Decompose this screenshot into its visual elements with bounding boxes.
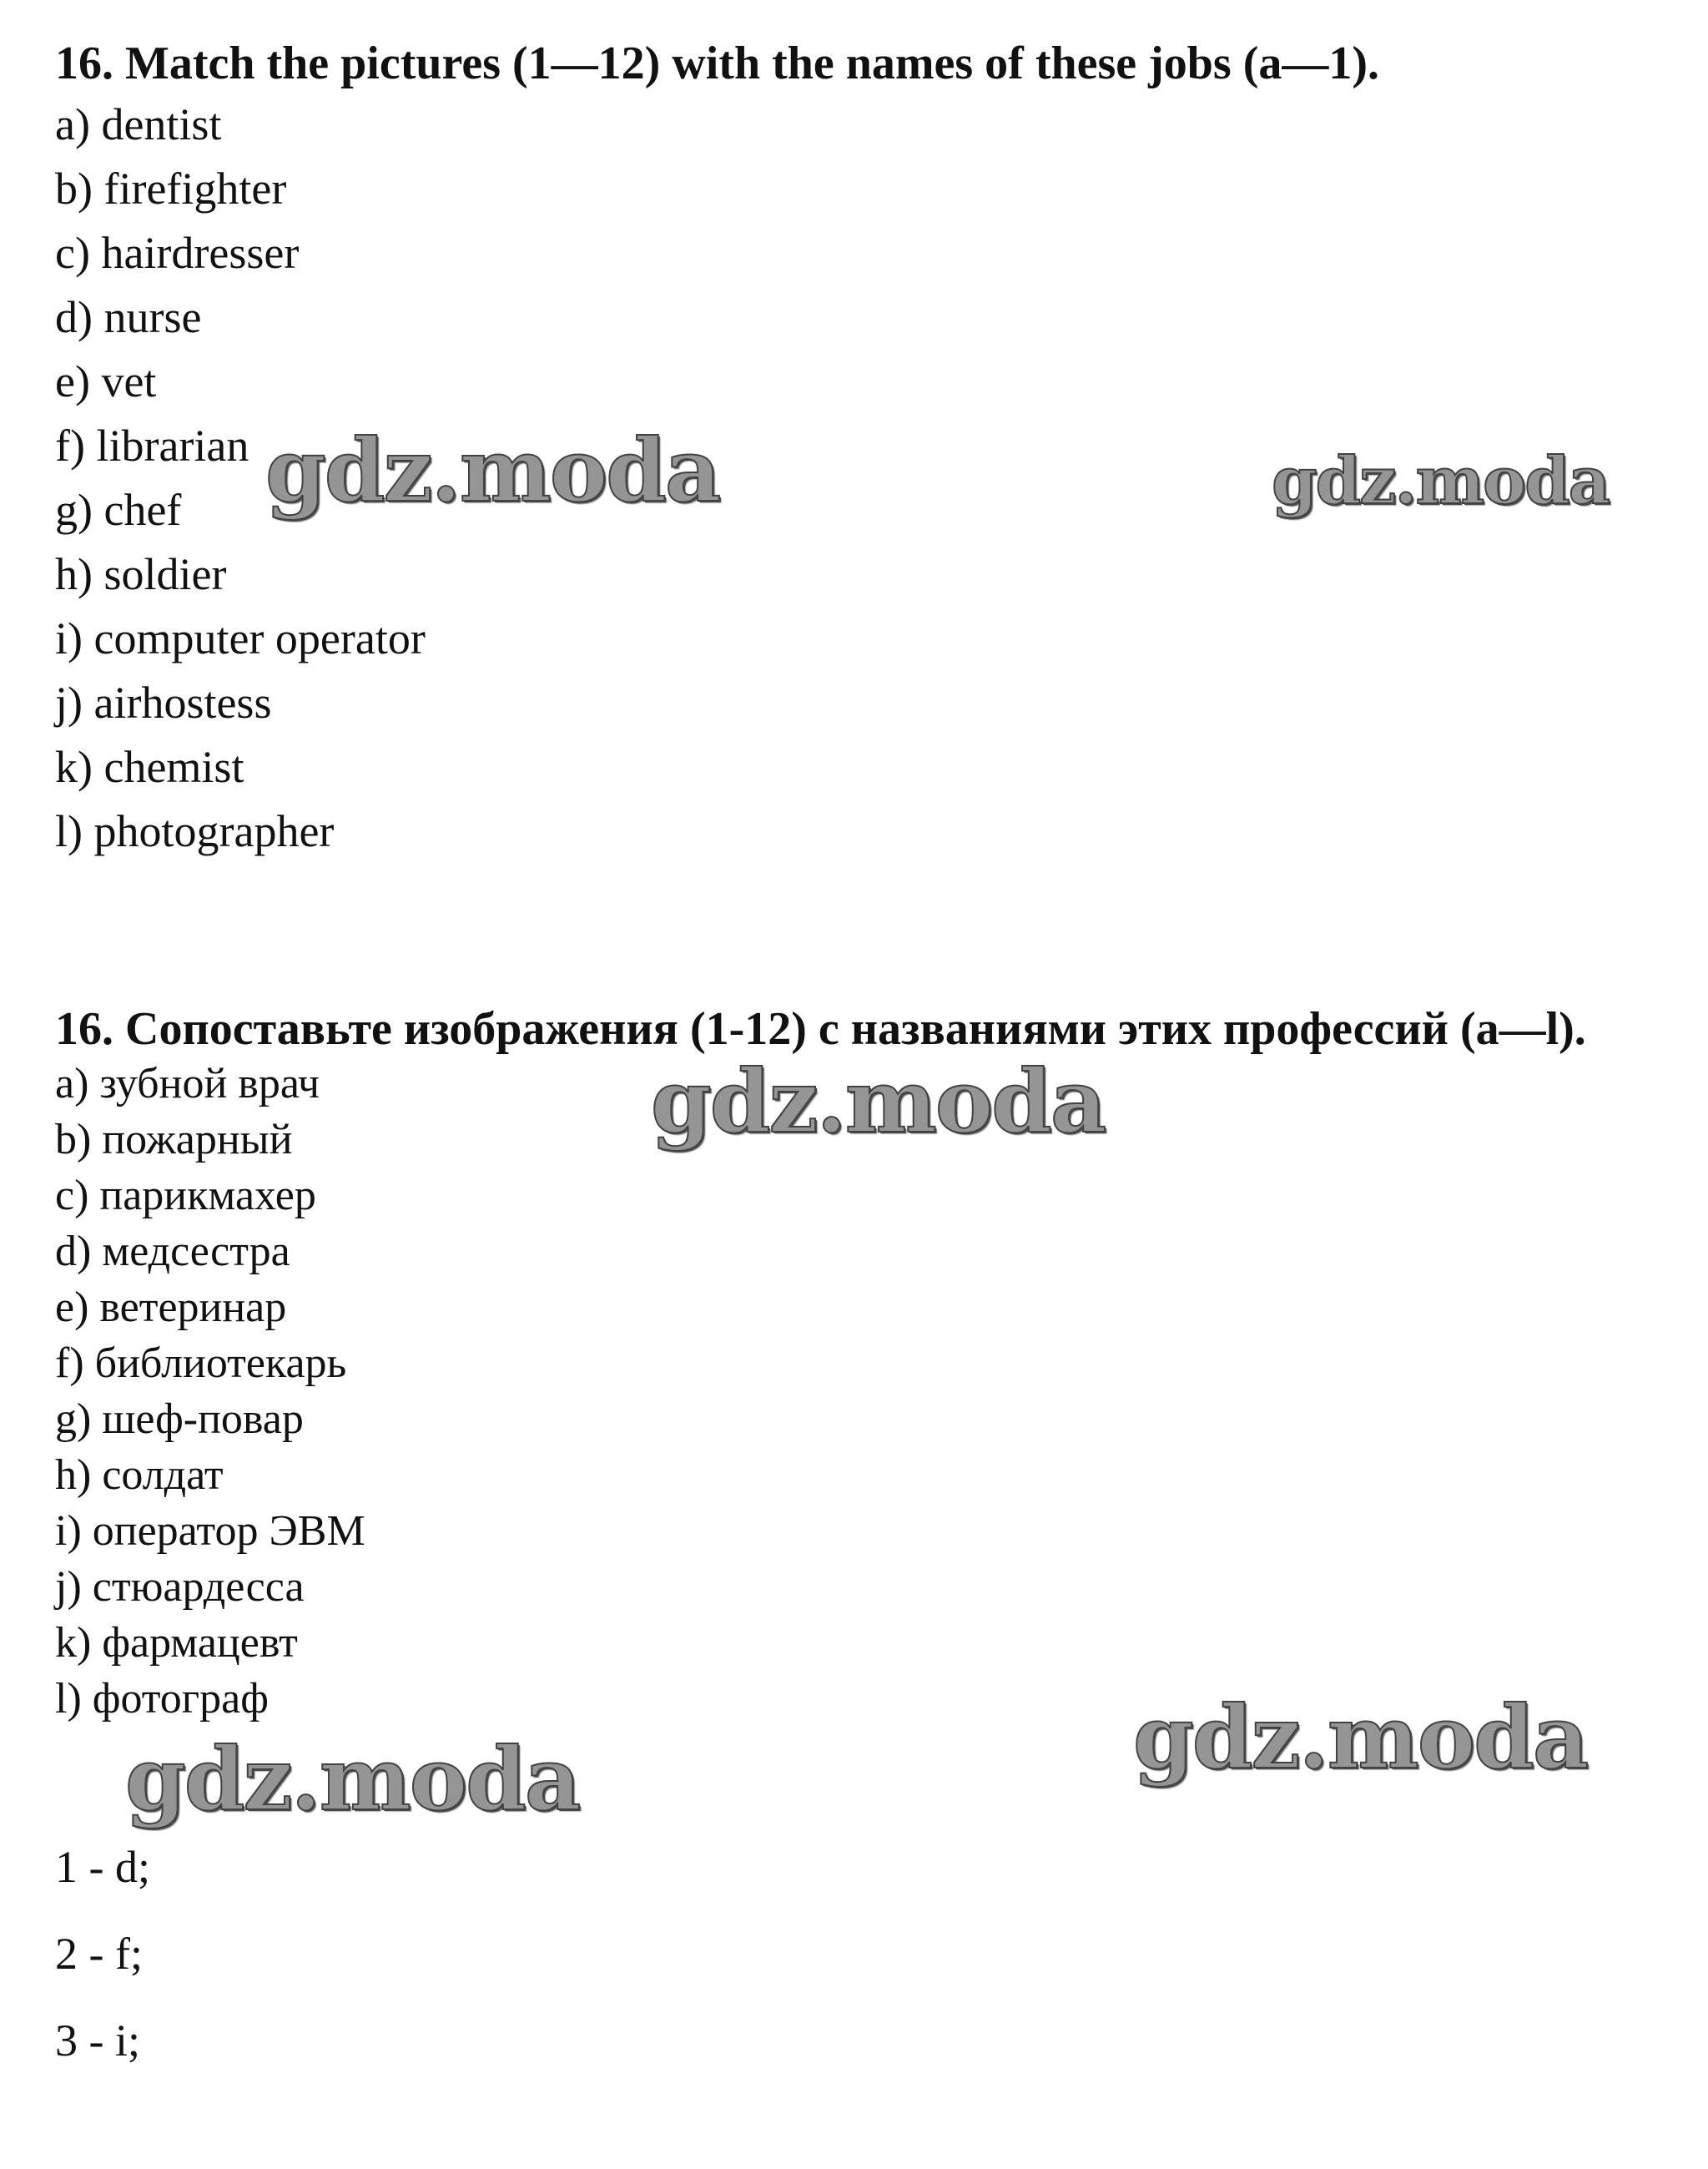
answer-1: 1 - d; <box>55 1842 150 1892</box>
english-item-h: h) soldier <box>55 549 227 599</box>
english-item-f: f) librarian <box>55 421 249 471</box>
watermark: gdz.moda <box>1133 1686 1588 1788</box>
watermark: gdz.moda <box>1272 443 1610 519</box>
russian-item-c: c) парикмахер <box>55 1172 316 1219</box>
english-item-e: e) vet <box>55 356 157 406</box>
russian-heading: 16. Сопоставьте изображения (1-12) с названиями этих профессий (a—l). <box>55 1003 1586 1055</box>
english-heading: 16. Match the pictures (1—12) with the names of these jobs (a—1). <box>55 38 1380 89</box>
russian-item-a: a) зубной врач <box>55 1060 320 1107</box>
watermark: gdz.moda <box>125 1728 580 1830</box>
answer-2: 2 - f; <box>55 1929 143 1979</box>
russian-item-j: j) стюардесса <box>55 1563 305 1611</box>
russian-item-h: h) солдат <box>55 1451 224 1499</box>
english-item-g: g) chef <box>55 485 182 535</box>
russian-item-e: e) ветеринар <box>55 1284 287 1331</box>
russian-item-b: b) пожарный <box>55 1116 293 1163</box>
russian-item-g: g) шеф-повар <box>55 1395 304 1443</box>
russian-item-i: i) оператор ЭВМ <box>55 1507 365 1555</box>
answer-3: 3 - i; <box>55 2015 140 2066</box>
english-item-a: a) dentist <box>55 99 222 149</box>
english-item-b: b) firefighter <box>55 164 287 214</box>
english-item-k: k) chemist <box>55 742 244 792</box>
english-item-c: c) hairdresser <box>55 228 300 278</box>
russian-item-k: k) фармацевт <box>55 1619 298 1667</box>
english-item-l: l) photographer <box>55 806 335 856</box>
russian-item-f: f) библиотекарь <box>55 1339 347 1387</box>
english-item-i: i) computer operator <box>55 613 426 663</box>
watermark: gdz.moda <box>265 419 720 522</box>
watermark: gdz.moda <box>651 1050 1106 1153</box>
english-item-d: d) nurse <box>55 292 202 342</box>
russian-item-d: d) медсестра <box>55 1228 290 1275</box>
english-item-j: j) airhostess <box>55 678 272 728</box>
russian-item-l: l) фотограф <box>55 1675 269 1723</box>
